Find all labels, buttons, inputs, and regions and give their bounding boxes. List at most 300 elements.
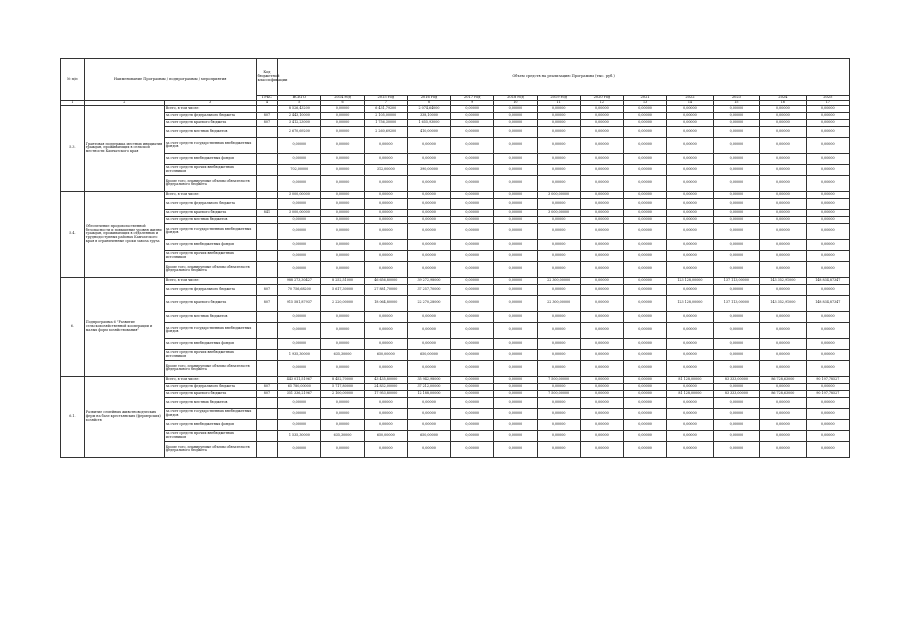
- header-year: 2025: [806, 96, 849, 101]
- year-amount-cell: 0,00000: [713, 175, 759, 191]
- table-row: [61, 390, 850, 397]
- funding-source-label: за счет средств местных бюджетов: [164, 397, 256, 408]
- year-amount-cell: 0,00000: [451, 419, 494, 430]
- total-amount-cell: 2 670,69200: [278, 126, 321, 137]
- funding-source-label: за счет средств краевого бюджета: [164, 390, 256, 397]
- grbs-code: [256, 250, 278, 261]
- year-amount-cell: 0,00000: [364, 223, 407, 239]
- table-row: [61, 112, 850, 119]
- year-amount-cell: 0,00000: [806, 239, 849, 250]
- year-amount-cell: 0,00000: [580, 430, 623, 441]
- year-amount-cell: 0,00000: [806, 209, 849, 216]
- table-row: [61, 191, 850, 198]
- year-amount-cell: 0,00000: [407, 397, 450, 408]
- year-amount-cell: 0,00000: [321, 175, 364, 191]
- year-amount-cell: 0,00000: [623, 153, 666, 164]
- year-amount-cell: 0,00000: [713, 105, 759, 112]
- total-amount-cell: 988 273,30427: [278, 277, 321, 284]
- year-amount-cell: 650,00000: [364, 349, 407, 360]
- year-amount-cell: 0,00000: [760, 191, 806, 198]
- grbs-code: [256, 239, 278, 250]
- budget-document-page: [60, 58, 850, 458]
- year-amount-cell: 0,00000: [494, 349, 537, 360]
- grbs-code: 807: [256, 284, 278, 295]
- year-amount-cell: 0,00000: [451, 164, 494, 175]
- year-amount-cell: 650,00000: [364, 430, 407, 441]
- year-amount-cell: 0,00000: [806, 311, 849, 322]
- year-amount-cell: 0,00000: [623, 175, 666, 191]
- header-grbs: ГРБС: [256, 96, 278, 101]
- year-amount-cell: 0,00000: [494, 239, 537, 250]
- year-amount-cell: 0,00000: [537, 383, 580, 390]
- year-amount-cell: 0,00000: [623, 277, 666, 284]
- year-amount-cell: 0,00000: [364, 311, 407, 322]
- year-amount-cell: 410,00000: [407, 126, 450, 137]
- table-row: [61, 311, 850, 322]
- year-amount-cell: 0,00000: [667, 261, 713, 277]
- grbs-code: [256, 311, 278, 322]
- year-amount-cell: 37 257,70000: [407, 284, 450, 295]
- year-amount-cell: 0,00000: [451, 338, 494, 349]
- total-amount-cell: 0,00000: [278, 137, 321, 153]
- year-amount-cell: 86 728,63000: [760, 390, 806, 397]
- year-amount-cell: 0,00000: [580, 338, 623, 349]
- column-number: 4: [256, 100, 278, 105]
- year-amount-cell: 0,00000: [623, 376, 666, 383]
- total-amount-cell: 0,00000: [278, 397, 321, 408]
- total-amount-cell: 1 935,30000: [278, 349, 321, 360]
- total-amount-cell: 0,00000: [278, 360, 321, 376]
- year-amount-cell: 0,00000: [451, 137, 494, 153]
- table-row: [61, 175, 850, 191]
- year-amount-cell: 0,00000: [580, 360, 623, 376]
- funding-source-label: за счет средств федерального бюджета: [164, 284, 256, 295]
- year-amount-cell: 0,00000: [713, 112, 759, 119]
- year-amount-cell: 0,00000: [364, 216, 407, 223]
- year-amount-cell: 0,00000: [407, 261, 450, 277]
- header-budget-code-column: Код бюджетной классификации: [256, 59, 278, 96]
- grbs-code: [256, 164, 278, 175]
- header-year: 2020 год: [580, 96, 623, 101]
- table-row: [61, 126, 850, 137]
- year-amount-cell: 0,00000: [760, 164, 806, 175]
- year-amount-cell: 0,00000: [407, 175, 450, 191]
- year-amount-cell: 0,00000: [407, 250, 450, 261]
- year-amount-cell: 0,00000: [407, 239, 450, 250]
- year-amount-cell: 0,00000: [580, 153, 623, 164]
- funding-source-label: за счет средств местных бюджетов: [164, 311, 256, 322]
- year-amount-cell: 0,00000: [760, 322, 806, 338]
- year-amount-cell: 0,00000: [580, 250, 623, 261]
- year-amount-cell: 0,00000: [667, 175, 713, 191]
- year-amount-cell: 0,00000: [580, 105, 623, 112]
- program-funding-table: [60, 58, 850, 458]
- row-number: 6.1.: [61, 376, 85, 457]
- year-amount-cell: 0,00000: [321, 112, 364, 119]
- year-amount-cell: 37 212,00000: [407, 383, 450, 390]
- grbs-code: [256, 191, 278, 198]
- header-year: 2015 год: [364, 96, 407, 101]
- header-year: 2022: [667, 96, 713, 101]
- year-amount-cell: 0,00000: [321, 441, 364, 457]
- year-amount-cell: 0,00000: [321, 126, 364, 137]
- header-year: 2019 год: [537, 96, 580, 101]
- funding-source-label: за счет средств местных бюджетов: [164, 126, 256, 137]
- year-amount-cell: 0,00000: [451, 261, 494, 277]
- year-amount-cell: 0,00000: [713, 430, 759, 441]
- year-amount-cell: 0,00000: [806, 223, 849, 239]
- year-amount-cell: 1 655,93000: [407, 119, 450, 126]
- year-amount-cell: 0,00000: [364, 419, 407, 430]
- year-amount-cell: 0,00000: [451, 322, 494, 338]
- year-amount-cell: 0,00000: [494, 408, 537, 419]
- grbs-code: [256, 153, 278, 164]
- year-amount-cell: 0,00000: [364, 441, 407, 457]
- year-amount-cell: 390,00000: [407, 164, 450, 175]
- table-row: [61, 250, 850, 261]
- year-amount-cell: 0,00000: [407, 360, 450, 376]
- table-row: [61, 383, 850, 390]
- year-amount-cell: 0,00000: [451, 175, 494, 191]
- grbs-code: [256, 223, 278, 239]
- year-amount-cell: 338,10000: [407, 112, 450, 119]
- year-amount-cell: 0,00000: [623, 349, 666, 360]
- year-amount-cell: 3 000,00000: [537, 209, 580, 216]
- year-amount-cell: 0,00000: [407, 198, 450, 209]
- funding-source-label: за счет средств краевого бюджета: [164, 295, 256, 311]
- year-amount-cell: 0,00000: [760, 311, 806, 322]
- year-amount-cell: 0,00000: [537, 153, 580, 164]
- year-amount-cell: 0,00000: [364, 250, 407, 261]
- year-amount-cell: 0,00000: [451, 349, 494, 360]
- total-amount-cell: 0,00000: [278, 250, 321, 261]
- year-amount-cell: 0,00000: [494, 277, 537, 284]
- header-number-column: № п/п: [61, 59, 85, 101]
- funding-source-label: за счет средств федерального бюджета: [164, 383, 256, 390]
- year-amount-cell: 0,00000: [760, 112, 806, 119]
- year-amount-cell: 0,00000: [713, 250, 759, 261]
- year-amount-cell: 0,00000: [537, 239, 580, 250]
- year-amount-cell: 0,00000: [537, 322, 580, 338]
- funding-source-label: за счет средств государственных внебюджетных фондов: [164, 137, 256, 153]
- grbs-code: 807: [256, 119, 278, 126]
- year-amount-cell: 0,00000: [713, 137, 759, 153]
- year-amount-cell: 0,00000: [364, 175, 407, 191]
- year-amount-cell: 0,00000: [451, 209, 494, 216]
- year-amount-cell: 0,00000: [623, 223, 666, 239]
- total-amount-cell: 65 780,00000: [278, 383, 321, 390]
- year-amount-cell: 0,00000: [321, 360, 364, 376]
- year-amount-cell: 0,00000: [537, 261, 580, 277]
- year-amount-cell: 0,00000: [451, 397, 494, 408]
- table-row: [61, 408, 850, 419]
- year-amount-cell: 0,00000: [580, 112, 623, 119]
- year-amount-cell: 0,00000: [321, 198, 364, 209]
- year-amount-cell: 0,00000: [321, 216, 364, 223]
- year-amount-cell: 0,00000: [667, 198, 713, 209]
- year-amount-cell: 27 881,70000: [364, 284, 407, 295]
- year-amount-cell: 0,00000: [537, 338, 580, 349]
- year-amount-cell: 0,00000: [760, 349, 806, 360]
- year-amount-cell: 0,00000: [806, 419, 849, 430]
- year-amount-cell: 0,00000: [580, 376, 623, 383]
- total-amount-cell: 0,00000: [278, 239, 321, 250]
- total-amount-cell: 0,00000: [278, 322, 321, 338]
- column-number: 7: [364, 100, 407, 105]
- year-amount-cell: 0,00000: [713, 209, 759, 216]
- funding-source-label: Всего, в том числе:: [164, 376, 256, 383]
- year-amount-cell: 0,00000: [494, 376, 537, 383]
- year-amount-cell: 0,00000: [494, 261, 537, 277]
- year-amount-cell: 0,00000: [580, 311, 623, 322]
- year-amount-cell: 0,00000: [537, 216, 580, 223]
- table-row: [61, 397, 850, 408]
- year-amount-cell: 0,00000: [713, 153, 759, 164]
- year-amount-cell: 8 252,51000: [321, 277, 364, 284]
- grbs-code: [256, 322, 278, 338]
- year-amount-cell: 0,00000: [494, 112, 537, 119]
- year-amount-cell: 0,00000: [806, 441, 849, 457]
- year-amount-cell: 0,00000: [364, 408, 407, 419]
- year-amount-cell: 137 113,00000: [713, 277, 759, 284]
- year-amount-cell: 0,00000: [806, 119, 849, 126]
- funding-source-label: за счет средств краевого бюджета: [164, 209, 256, 216]
- year-amount-cell: 0,00000: [667, 223, 713, 239]
- year-amount-cell: 1 756,30000: [364, 119, 407, 126]
- year-amount-cell: 0,00000: [451, 295, 494, 311]
- year-amount-cell: 0,00000: [451, 390, 494, 397]
- column-number: 9: [451, 100, 494, 105]
- year-amount-cell: 0,00000: [407, 419, 450, 430]
- year-amount-cell: 90 197,78527: [806, 376, 849, 383]
- year-amount-cell: 0,00000: [537, 112, 580, 119]
- year-amount-cell: 0,00000: [451, 284, 494, 295]
- year-amount-cell: 0,00000: [494, 397, 537, 408]
- year-amount-cell: 0,00000: [364, 198, 407, 209]
- header-money-title: Объем средств на реализацию Программы (тыс. руб.): [278, 59, 850, 96]
- year-amount-cell: 0,00000: [580, 441, 623, 457]
- year-amount-cell: 0,00000: [451, 277, 494, 284]
- year-amount-cell: 0,00000: [623, 441, 666, 457]
- year-amount-cell: 0,00000: [806, 126, 849, 137]
- year-amount-cell: 0,00000: [364, 397, 407, 408]
- column-number: 13: [623, 100, 666, 105]
- year-amount-cell: 0,00000: [623, 311, 666, 322]
- year-amount-cell: 0,00000: [321, 105, 364, 112]
- grbs-code: [256, 430, 278, 441]
- year-amount-cell: 0,00000: [760, 239, 806, 250]
- year-amount-cell: 0,00000: [451, 191, 494, 198]
- year-amount-cell: 0,00000: [537, 430, 580, 441]
- year-amount-cell: 0,00000: [806, 191, 849, 198]
- year-amount-cell: 0,00000: [623, 216, 666, 223]
- total-amount-cell: 0,00000: [278, 311, 321, 322]
- year-amount-cell: 148 834,87347: [806, 277, 849, 284]
- year-amount-cell: 0,00000: [407, 322, 450, 338]
- column-number: 11: [537, 100, 580, 105]
- year-amount-cell: 0,00000: [580, 191, 623, 198]
- table-row: [61, 137, 850, 153]
- year-amount-cell: 0,00000: [494, 126, 537, 137]
- year-amount-cell: 0,00000: [623, 295, 666, 311]
- table-row: [61, 223, 850, 239]
- year-amount-cell: 0,00000: [760, 119, 806, 126]
- year-amount-cell: 0,00000: [407, 408, 450, 419]
- funding-source-label: за счет средств местных бюджетов: [164, 216, 256, 223]
- year-amount-cell: 0,00000: [407, 209, 450, 216]
- year-amount-cell: 0,00000: [623, 209, 666, 216]
- column-number: 1: [61, 100, 85, 105]
- year-amount-cell: 0,00000: [580, 239, 623, 250]
- year-amount-cell: 0,00000: [667, 441, 713, 457]
- year-amount-cell: 0,00000: [806, 105, 849, 112]
- year-amount-cell: 148 834,87347: [806, 295, 849, 311]
- table-row: [61, 419, 850, 430]
- year-amount-cell: 0,00000: [580, 408, 623, 419]
- grbs-code: [256, 216, 278, 223]
- column-number: 8: [407, 100, 450, 105]
- year-amount-cell: 0,00000: [451, 153, 494, 164]
- year-amount-cell: 0,00000: [760, 383, 806, 390]
- year-amount-cell: 0,00000: [494, 137, 537, 153]
- year-amount-cell: 0,00000: [580, 295, 623, 311]
- year-amount-cell: 0,00000: [760, 250, 806, 261]
- year-amount-cell: 0,00000: [537, 419, 580, 430]
- total-amount-cell: 0,00000: [278, 223, 321, 239]
- column-number: 16: [760, 100, 806, 105]
- year-amount-cell: 0,00000: [667, 250, 713, 261]
- year-amount-cell: 0,00000: [494, 360, 537, 376]
- column-number: 3: [164, 100, 256, 105]
- year-amount-cell: 0,00000: [667, 239, 713, 250]
- year-amount-cell: 0,00000: [537, 408, 580, 419]
- year-amount-cell: 0,00000: [667, 191, 713, 198]
- year-amount-cell: 0,00000: [537, 441, 580, 457]
- header-year: 2014 год: [321, 96, 364, 101]
- year-amount-cell: 0,00000: [760, 261, 806, 277]
- year-amount-cell: 0,00000: [451, 360, 494, 376]
- year-amount-cell: 0,00000: [580, 284, 623, 295]
- year-amount-cell: 0,00000: [451, 441, 494, 457]
- year-amount-cell: 0,00000: [407, 191, 450, 198]
- year-amount-cell: 0,00000: [667, 383, 713, 390]
- year-amount-cell: 5 717,80000: [321, 383, 364, 390]
- year-amount-cell: 0,00000: [806, 198, 849, 209]
- row-number: 5.3.: [61, 105, 85, 191]
- year-amount-cell: 0,00000: [494, 250, 537, 261]
- year-amount-cell: 0,00000: [806, 349, 849, 360]
- year-amount-cell: 0,00000: [667, 126, 713, 137]
- year-amount-cell: 0,00000: [494, 209, 537, 216]
- total-amount-cell: 70 756,68200: [278, 284, 321, 295]
- year-amount-cell: 0,00000: [407, 216, 450, 223]
- table-header: [61, 59, 850, 106]
- year-amount-cell: 7 500,00000: [537, 390, 580, 397]
- year-amount-cell: 143 352,91000: [760, 295, 806, 311]
- year-amount-cell: 0,00000: [580, 164, 623, 175]
- year-amount-cell: 0,00000: [623, 338, 666, 349]
- year-amount-cell: 0,00000: [667, 216, 713, 223]
- grbs-code: [256, 105, 278, 112]
- year-amount-cell: 0,00000: [537, 164, 580, 175]
- row-number: 6.: [61, 277, 85, 376]
- year-amount-cell: 0,00000: [451, 250, 494, 261]
- year-amount-cell: 43 435,80000: [364, 376, 407, 383]
- year-amount-cell: 0,00000: [667, 209, 713, 216]
- year-amount-cell: 0,00000: [364, 209, 407, 216]
- grbs-code: [256, 126, 278, 137]
- year-amount-cell: 81 128,00000: [667, 390, 713, 397]
- year-amount-cell: 0,00000: [580, 209, 623, 216]
- year-amount-cell: 0,00000: [321, 153, 364, 164]
- year-amount-cell: 123 128,00000: [667, 277, 713, 284]
- year-amount-cell: 0,00000: [623, 198, 666, 209]
- column-number: 5: [278, 100, 321, 105]
- funding-source-label: за счет средств внебюджетных фондов: [164, 419, 256, 430]
- year-amount-cell: 0,00000: [321, 250, 364, 261]
- header-year: 2024: [760, 96, 806, 101]
- funding-source-label: за счет средств государственных внебюджетных фондов: [164, 408, 256, 419]
- year-amount-cell: 0,00000: [667, 311, 713, 322]
- year-amount-cell: 0,00000: [494, 441, 537, 457]
- year-amount-cell: 0,00000: [321, 164, 364, 175]
- year-amount-cell: 0,00000: [760, 198, 806, 209]
- year-amount-cell: 0,00000: [713, 198, 759, 209]
- year-amount-cell: 0,00000: [494, 175, 537, 191]
- year-amount-cell: 0,00000: [364, 137, 407, 153]
- year-amount-cell: 0,00000: [494, 419, 537, 430]
- year-amount-cell: 0,00000: [494, 153, 537, 164]
- year-amount-cell: 0,00000: [580, 277, 623, 284]
- year-amount-cell: 0,00000: [494, 430, 537, 441]
- year-amount-cell: 2 220,00000: [321, 295, 364, 311]
- year-amount-cell: 0,00000: [537, 284, 580, 295]
- table-row: [61, 209, 850, 216]
- year-amount-cell: 0,00000: [623, 383, 666, 390]
- year-amount-cell: 39 272,98000: [407, 277, 450, 284]
- table-row: [61, 261, 850, 277]
- year-amount-cell: 0,00000: [806, 284, 849, 295]
- year-amount-cell: 86 728,63000: [760, 376, 806, 383]
- year-amount-cell: 0,00000: [451, 223, 494, 239]
- measure-name: Грантовая поддержка местных инициатив граждан, проживающих в сельской местности Камчатского края: [84, 105, 164, 191]
- table-row: [61, 322, 850, 338]
- year-amount-cell: 0,00000: [364, 239, 407, 250]
- year-amount-cell: 312,00000: [364, 164, 407, 175]
- table-row: [61, 164, 850, 175]
- year-amount-cell: 0,00000: [623, 126, 666, 137]
- funding-source-label: Кроме того, планируемые объемы обязательств федерального бюджета: [164, 441, 256, 457]
- year-amount-cell: 0,00000: [667, 153, 713, 164]
- year-amount-cell: 0,00000: [806, 112, 849, 119]
- year-amount-cell: 0,00000: [713, 119, 759, 126]
- year-amount-cell: 0,00000: [623, 419, 666, 430]
- year-amount-cell: 0,00000: [494, 390, 537, 397]
- year-amount-cell: 0,00000: [407, 311, 450, 322]
- grbs-code: [256, 277, 278, 284]
- grbs-code: [256, 349, 278, 360]
- year-amount-cell: 0,00000: [667, 408, 713, 419]
- year-amount-cell: 0,00000: [537, 397, 580, 408]
- funding-source-label: за счет средств государственных внебюджетных фондов: [164, 322, 256, 338]
- year-amount-cell: 0,00000: [494, 164, 537, 175]
- year-amount-cell: 0,00000: [713, 322, 759, 338]
- year-amount-cell: 0,00000: [321, 322, 364, 338]
- year-amount-cell: 0,00000: [623, 397, 666, 408]
- year-amount-cell: 6 431,79200: [364, 105, 407, 112]
- year-amount-cell: 0,00000: [760, 408, 806, 419]
- year-amount-cell: 0,00000: [713, 164, 759, 175]
